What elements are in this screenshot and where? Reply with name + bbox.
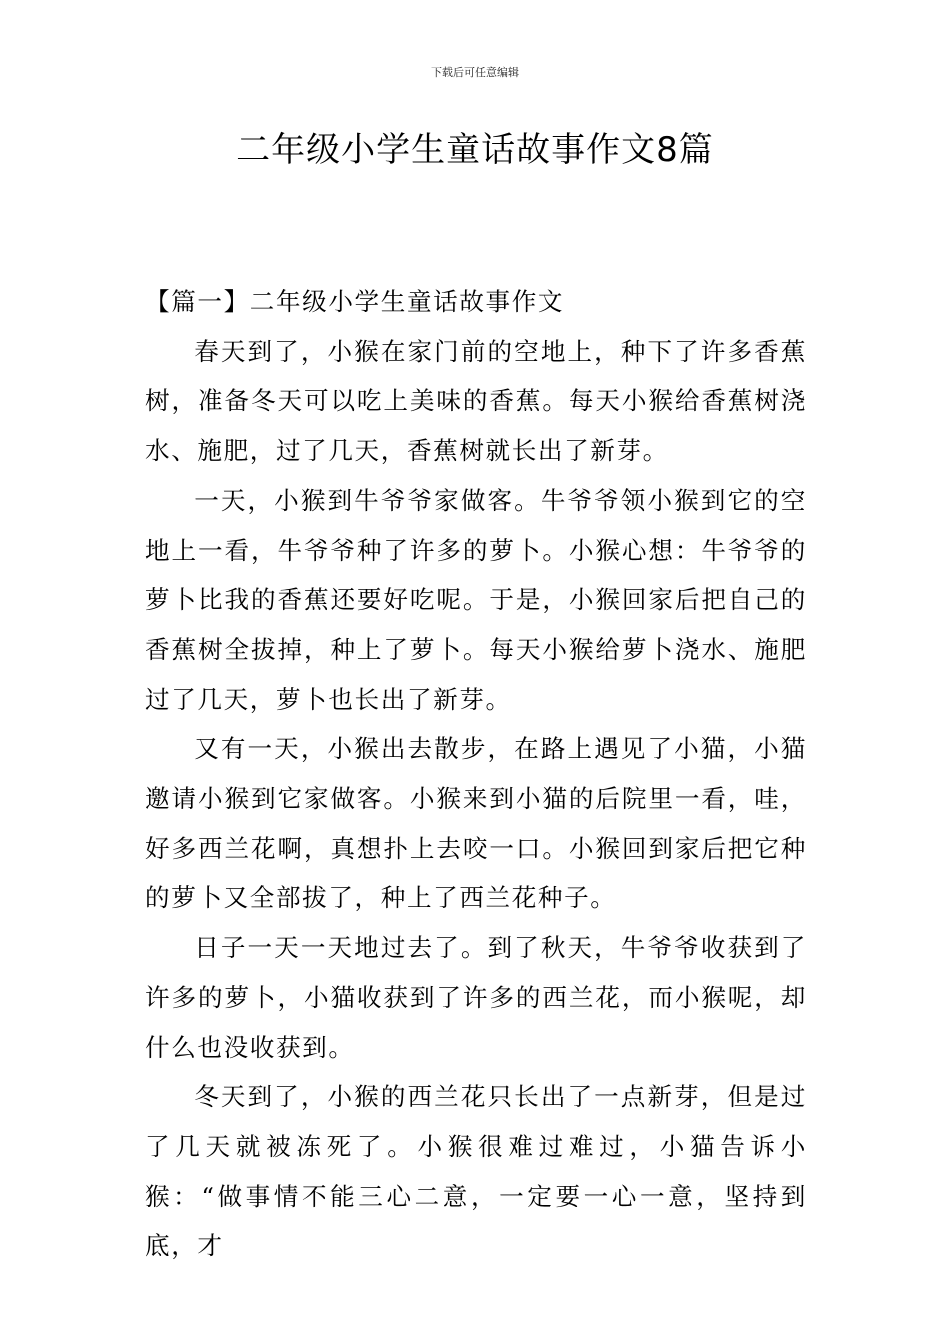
paragraph-visit-cat: 又有一天，小猴出去散步，在路上遇见了小猫，小猫邀请小猴到它家做客。小猴来到小猫的后院里一看，哇，好多西兰花啊，真想扑上去咬一口。小猴回到家后把它种的萝卜又全部拔了，种上了西兰花种子。: [145, 734, 807, 913]
header-note: 下载后可任意编辑: [431, 66, 519, 79]
document-body: [145, 277, 807, 1271]
document-title: 二年级小学生童话故事作文8篇: [236, 130, 714, 170]
paragraph-visit-ox: 一天，小猴到牛爷爷家做客。牛爷爷领小猴到它的空地上一看，牛爷爷种了许多的萝卜。小猴心想：牛爷爷的萝卜比我的香蕉还要好吃呢。于是，小猴回家后把自己的香蕉树全拔掉，种上了萝卜。每天小猴给萝卜浇水、施肥过了几天，萝卜也长出了新芽。: [145, 485, 807, 714]
section-heading: 【篇一】二年级小学生童话故事作文: [145, 287, 565, 316]
paragraph-spring: 春天到了，小猴在家门前的空地上，种下了许多香蕉树，准备冬天可以吃上美味的香蕉。每天小猴给香蕉树浇水、施肥，过了几天，香蕉树就长出了新芽。: [145, 336, 807, 466]
paragraph-winter: 冬天到了，小猴的西兰花只长出了一点新芽，但是过了几天就被冻死了。小猴很难过难过，小猫告诉小猴：“做事情不能三心二意，一定要一心一意，坚持到底，才: [145, 1082, 807, 1261]
paragraph-autumn: 日子一天一天地过去了。到了秋天，牛爷爷收获到了许多的萝卜，小猫收获到了许多的西兰花，而小猴呢，却什么也没收获到。: [145, 933, 807, 1062]
